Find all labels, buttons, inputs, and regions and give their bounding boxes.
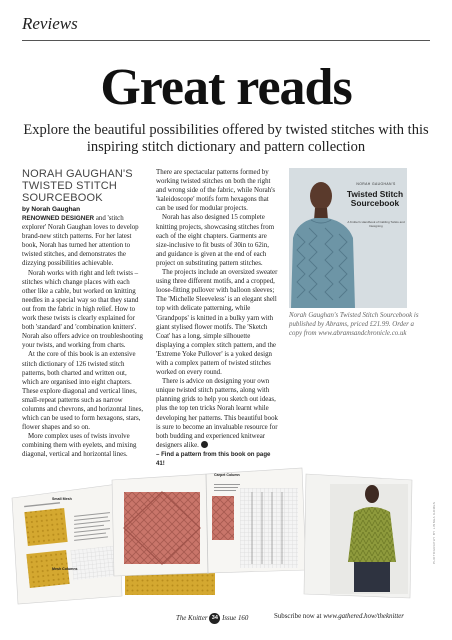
right-book	[304, 474, 412, 598]
book-title: NORAH GAUGHAN'S TWISTED STITCH SOURCEBOOK	[22, 168, 133, 204]
issue-number: Issue 160	[222, 615, 249, 623]
article-column-1	[22, 214, 144, 460]
end-mark-icon	[201, 441, 208, 448]
section-label: Reviews	[22, 14, 78, 33]
carpet-column-label: Carpet Column	[214, 473, 240, 477]
book-cover	[289, 168, 407, 308]
paragraph: More complex uses of twists involve combining them with eyelets, and mixing diagonal, vertical and horizontal lines.	[22, 433, 137, 459]
book-spread-photo	[0, 448, 452, 608]
paragraph-text: There is advice on designing your own unique twisted stitch patterns, along with planning grids to help you sketch out ideas, plus the top ten tricks Norah learnt while developing her patterns. This beautiful book is sure to become an invaluable resource for both budding and experienced knitwear designers alike.	[156, 378, 278, 449]
subscribe-link[interactable]: www.gathered.how/theknitter	[323, 613, 404, 620]
paragraph: There are spectacular patterns formed by working twisted stitches on both the right and wrong side of the fabric, while Norah's 'kaleidoscope' motifs form hexagons that can be used for modular projects.	[156, 169, 276, 213]
magazine-name: The Knitter	[176, 615, 208, 623]
standfirst: Explore the beautiful possibilities offered by twisted stitches with this inspiring stitch dictionary and pattern collection	[23, 122, 429, 155]
paragraph	[156, 377, 278, 450]
left-book	[12, 484, 122, 604]
article-column-2	[156, 168, 278, 468]
cover-author: NORAH GAUGHAN'S	[356, 182, 396, 186]
photo-credit: PHOTOGRAPHY BY LINNEA GOMES	[432, 501, 436, 564]
centre-book	[112, 468, 306, 576]
paragraph: The projects include an oversized sweater using three different motifs, and a cropped, loose-fitting pullover with balloon sleeves; The 'Michelle Sleeveless' is an elegant shell top with delicate patterning, while 'Grandpops' is knitted in a bulky yarn with giant stylised flower motifs. The 'Sketch Coat' has a long, simple silhouette displaying a complex stitch pattern, and the 'Extreme Yoke Pullover' is a yoked design with a complex pattern of twisted stitches worked on every round.	[156, 269, 278, 377]
cover-title: Twisted Stitch Sourcebook	[346, 189, 404, 208]
subscribe-text: Subscribe now at	[274, 613, 322, 620]
header-rule	[22, 40, 430, 41]
page-number: 34	[209, 613, 220, 624]
mesh-columns-label: Mesh Columns	[52, 567, 78, 571]
footer-magazine	[176, 613, 248, 624]
find-pattern-line: – Find a pattern from this book on page 41!	[156, 450, 271, 467]
mustard-swatch	[125, 573, 215, 595]
footer-subscribe	[274, 613, 404, 620]
paragraph-text: and 'stitch explorer' Norah Gaughan loves to develop brand-new stitch patterns. For her latest book, Norah has turned her attention to twisted stitches, and demonstrates the dizzying possibilities achievable.	[22, 215, 139, 268]
cover-subtitle: A Knitter's Handbook of Cabling Twists and Designing	[347, 220, 405, 228]
cover-caption: Norah Gaughan's Twisted Stitch Sourcebook is published by Abrams, priced £21.99. Order a copy from www.abramsandchronicle.co.uk	[289, 312, 419, 337]
page-title: Great reads	[100, 59, 352, 116]
small-mesh-label: Small Mesh	[52, 497, 72, 501]
paragraph: At the core of this book is an extensive stitch dictionary of 126 twisted stitch patterns, both charted and written out, which are organised into eight chapters. These explore diagonal and vertical lines, small-repeat patterns such as narrow columns and chevrons, and horizontal lines, which can be used to form hexagons, stars, flower shapes and so on.	[22, 351, 144, 432]
lead-in: RENOWNED DESIGNER	[22, 215, 95, 222]
paragraph: Norah works with right and left twists – stitches which change places with each other like a cable, but worked on knitting needles in a special way so that they stand out from the fabric in high relief. How to work these twists is clearly explained for both 'standard' and 'combination knitters'. Norah also offers advice on troubleshooting your twists, and working from charts.	[22, 269, 144, 350]
paragraph: Norah has also designed 15 complete knitting projects, showcasing stitches from each of the eight chapters. Garments are size-inclusive to fit busts of 30in to 62in, and guidance is given at the end of each project on substituting pattern stitches.	[156, 214, 275, 267]
byline: by Norah Gaughan	[22, 206, 81, 213]
paragraph	[22, 214, 144, 269]
